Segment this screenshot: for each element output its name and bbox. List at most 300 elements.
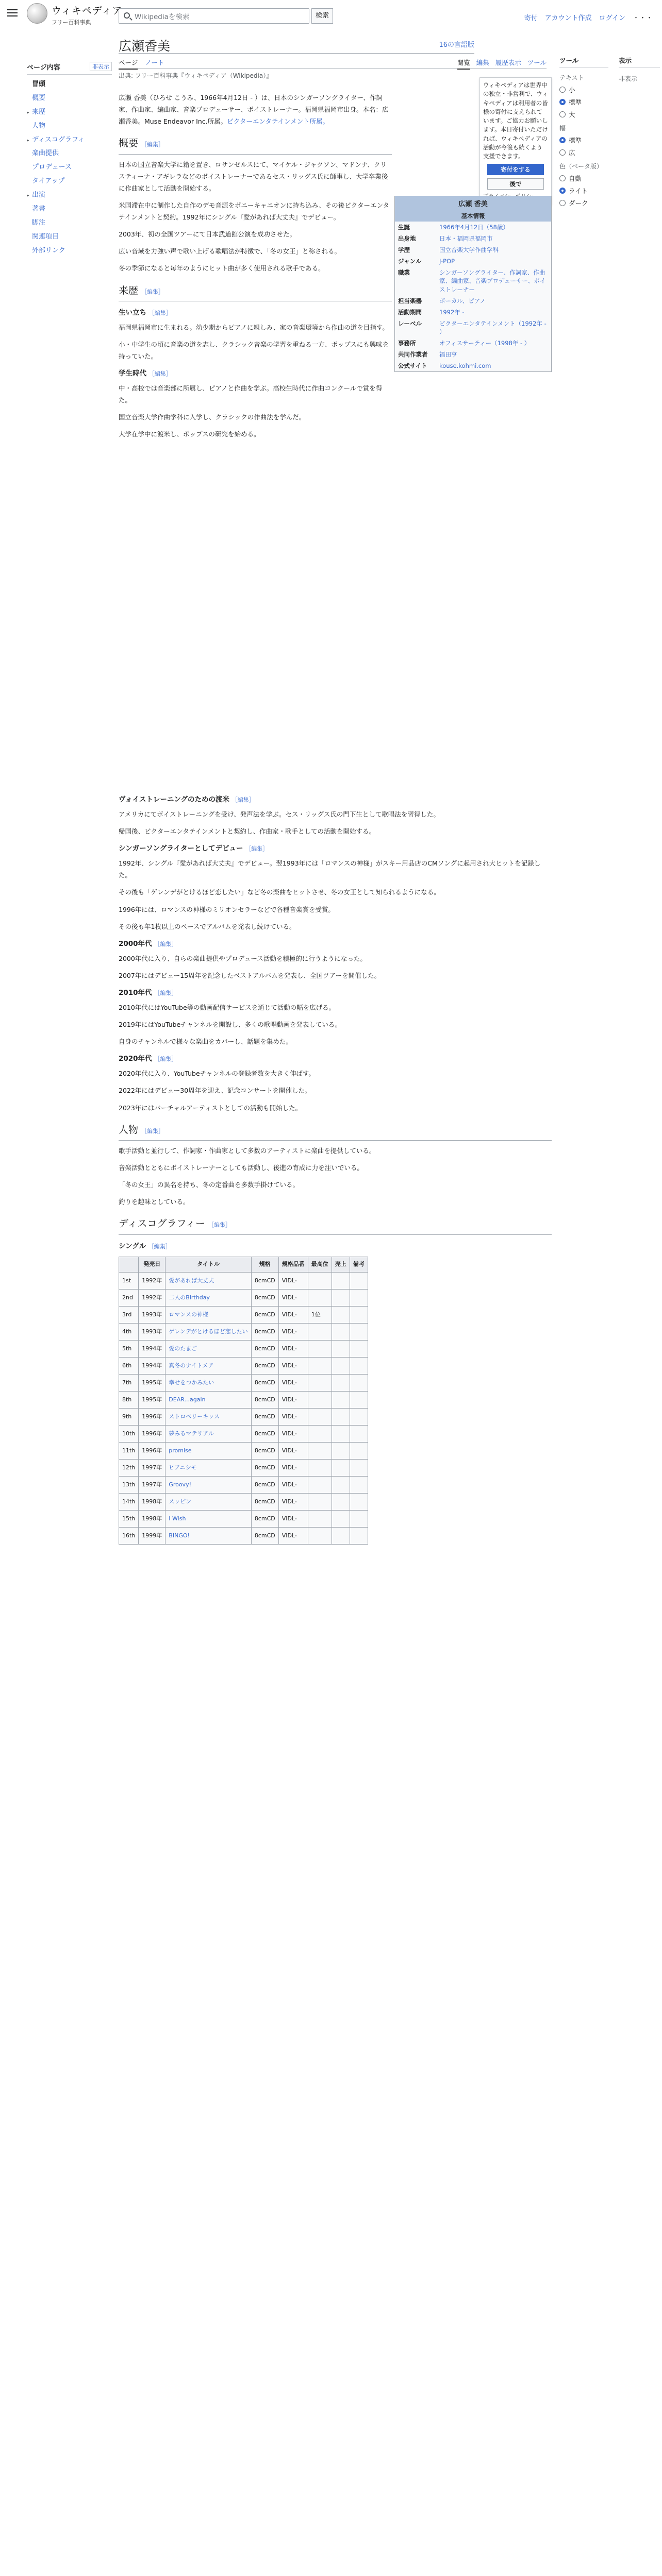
table-cell xyxy=(308,1527,332,1544)
table-cell: 1995年 xyxy=(139,1391,166,1408)
table-cell xyxy=(350,1340,368,1357)
table-cell: 8cmCD xyxy=(251,1425,278,1442)
tab-read[interactable]: 閲覧 xyxy=(457,58,470,70)
search-icon xyxy=(124,12,130,19)
table-cell: VIDL- xyxy=(278,1425,308,1442)
radio-icon xyxy=(559,111,566,117)
paragraph: 釣りを趣味としている。 xyxy=(119,1198,190,1206)
subsection-2020s xyxy=(119,1053,552,1065)
paragraph: 「冬の女王」の異名を持ち、冬の定番曲を多数手掛けている。 xyxy=(119,1181,300,1189)
text-heading: テキスト xyxy=(559,74,584,81)
toc-item[interactable] xyxy=(27,189,112,202)
subsection-title: 生い立ち xyxy=(119,308,146,317)
table-cell: 1994年 xyxy=(139,1340,166,1357)
table-cell: 8th xyxy=(119,1391,139,1408)
infobox-value[interactable]: kouse.kohmi.com xyxy=(439,362,491,370)
table-row xyxy=(119,1408,368,1425)
edit-link[interactable]: ［編集］ xyxy=(141,141,164,148)
radio-icon xyxy=(559,137,566,143)
site-header xyxy=(0,0,662,36)
paragraph: 音楽活動とともにボイストレーナーとしても活動し、後進の育成に力を注いでいる。 xyxy=(119,1163,363,1172)
language-button[interactable]: 16の言語版 xyxy=(439,41,474,49)
table-cell: 8cmCD xyxy=(251,1476,278,1493)
table-cell: VIDL- xyxy=(278,1459,308,1476)
toc-header xyxy=(27,62,112,75)
table-cell[interactable]: 夢みるマテリアル xyxy=(166,1425,252,1442)
table-cell: 1994年 xyxy=(139,1357,166,1374)
table-cell[interactable]: promise xyxy=(166,1442,252,1459)
table-cell: VIDL- xyxy=(278,1442,308,1459)
infobox-row xyxy=(395,267,551,295)
radio-label: 小 xyxy=(569,86,575,94)
table-cell: 3rd xyxy=(119,1306,139,1323)
toc-hide-button[interactable]: 非表示 xyxy=(90,62,112,71)
radio-label: 標準 xyxy=(569,137,582,144)
table-row xyxy=(119,1493,368,1510)
table-cell: VIDL- xyxy=(278,1289,308,1306)
from-wikipedia: 出典: フリー百科事典『ウィキペディア（Wikipedia）』 xyxy=(119,72,273,79)
table-cell: 8cmCD xyxy=(251,1374,278,1391)
table-cell xyxy=(308,1425,332,1442)
paragraph: 帰国後、ビクターエンタテインメントと契約し、作曲家・歌手としての活動を開始する。 xyxy=(119,827,376,836)
infobox-row xyxy=(395,337,551,349)
radio-label: ダーク xyxy=(569,199,588,207)
table-cell[interactable]: ストロベリーキッス xyxy=(166,1408,252,1425)
infobox-section: 基本情報 xyxy=(395,210,551,222)
color-option-dark[interactable] xyxy=(559,197,608,209)
tab-page[interactable]: ページ xyxy=(119,58,138,70)
table-row xyxy=(119,1425,368,1442)
table-cell[interactable]: 真冬のナイトメア xyxy=(166,1357,252,1374)
paragraph: 2022年にはデビュー30周年を迎え、記念コンサートを開催した。 xyxy=(119,1087,311,1095)
subsection-single xyxy=(119,1240,552,1253)
table-cell xyxy=(332,1408,350,1425)
subsection-title: ヴォイストレーニングのための渡米 xyxy=(119,795,230,804)
infobox-row xyxy=(395,222,551,233)
discography-table xyxy=(119,1257,368,1544)
table-cell: 1996年 xyxy=(139,1425,166,1442)
toc-item[interactable] xyxy=(27,133,112,147)
toc-item-label: 楽曲提供 xyxy=(32,149,59,158)
table-row xyxy=(119,1476,368,1493)
table-cell: 8cmCD xyxy=(251,1272,278,1289)
infobox-label: 学歴 xyxy=(398,246,410,254)
toc-item[interactable] xyxy=(27,78,112,92)
lead-paragraph xyxy=(119,92,392,127)
table-cell xyxy=(332,1425,350,1442)
table-cell xyxy=(332,1459,350,1476)
toc-item[interactable] xyxy=(27,92,112,106)
tab-edit[interactable]: 編集 xyxy=(476,59,489,66)
tools-title: ツール xyxy=(559,56,608,67)
more-options-icon[interactable]: ・・・ xyxy=(632,14,653,22)
article-content xyxy=(119,92,392,445)
table-cell: 1992年 xyxy=(139,1289,166,1306)
toc-item-label: ディスコグラフィ xyxy=(32,135,85,144)
subsection-student xyxy=(119,367,392,380)
table-cell: 8cmCD xyxy=(251,1306,278,1323)
table-cell: VIDL- xyxy=(278,1510,308,1527)
tab-talk[interactable]: ノート xyxy=(145,59,164,66)
infobox-row xyxy=(395,318,551,337)
table-cell: 8cmCD xyxy=(251,1493,278,1510)
table-cell xyxy=(350,1425,368,1442)
paragraph: 歌手活動と並行して、作詞家・作曲家として多数のアーティストに楽曲を提供している。 xyxy=(119,1146,376,1155)
toc-item-label: 概要 xyxy=(32,94,46,102)
paragraph: 2019年にはYouTubeチャンネルを開設し、多くの歌唱動画を発表している。 xyxy=(119,1021,341,1029)
notice-text: ウィキペディアは世界中の独立・非営利で、ウィキペディアは利用者の皆様の寄付に支えられています。ご協力お願いします。本日寄付いただければ、ウィキペディアの活動が今後も続くよう支援できます。 xyxy=(483,81,548,160)
subsection-title: シンガーソングライターとしてデビュー xyxy=(119,844,243,853)
logo-text[interactable] xyxy=(52,3,122,26)
edit-link[interactable]: ［編集］ xyxy=(154,940,177,947)
table-cell: 1992年 xyxy=(139,1272,166,1289)
table-cell: VIDL- xyxy=(278,1323,308,1340)
logo-title: ウィキペディア xyxy=(52,5,123,16)
table-cell: 1999年 xyxy=(139,1527,166,1544)
create-account-link[interactable]: アカウント作成 xyxy=(544,14,592,22)
paragraph: 小・中学生の頃に音楽の道を志し、クラシック音楽の学習を重ねる一方、ポップスにも興味を持っていた。 xyxy=(119,340,389,360)
infobox-value[interactable]: 日本・福岡県福岡市 xyxy=(439,235,493,243)
edit-link[interactable]: ［編集］ xyxy=(148,370,172,377)
table-cell[interactable]: I Wish xyxy=(166,1510,252,1527)
table-cell: 8cmCD xyxy=(251,1442,278,1459)
infobox-table xyxy=(395,222,551,371)
table-cell[interactable]: 愛があれば大丈夫 xyxy=(166,1272,252,1289)
radio-icon xyxy=(559,175,566,181)
paragraph: 広い音域を力強い声で歌い上げる歌唱法が特徴で、「冬の女王」と称される。 xyxy=(119,247,341,256)
toc-title: ページ内容 xyxy=(27,64,60,72)
table-header: 規格 xyxy=(251,1257,278,1272)
page-tabs xyxy=(119,56,547,69)
toc-item[interactable] xyxy=(27,147,112,161)
table-cell xyxy=(350,1442,368,1459)
table-row xyxy=(119,1527,368,1544)
table-cell: 9th xyxy=(119,1408,139,1425)
infobox-value[interactable]: 1992年 - xyxy=(439,308,465,316)
subsection-title: 2000年代 xyxy=(119,939,152,948)
paragraph: 2010年代にはYouTube等の動画配信サービスを通じて活動の幅を広げる。 xyxy=(119,1004,336,1011)
table-cell xyxy=(332,1272,350,1289)
table-cell: 1位 xyxy=(308,1306,332,1323)
infobox-label: 事務所 xyxy=(398,340,416,347)
table-row xyxy=(119,1459,368,1476)
infobox-value[interactable]: J-POP xyxy=(439,258,455,265)
paragraph: 2023年にはバーチャルアーティストとしての活動も開始した。 xyxy=(119,1104,302,1112)
later-button[interactable]: 後で xyxy=(487,178,544,190)
table-cell: 4th xyxy=(119,1323,139,1340)
logo-subtitle: フリー百科事典 xyxy=(52,19,91,26)
table-cell xyxy=(332,1510,350,1527)
toc-item-label: 冒頭 xyxy=(32,80,46,88)
table-cell: 8cmCD xyxy=(251,1527,278,1544)
personal-tools xyxy=(524,12,653,22)
table-cell: VIDL- xyxy=(278,1476,308,1493)
table-cell: VIDL- xyxy=(278,1357,308,1374)
table-cell xyxy=(308,1459,332,1476)
toc-item[interactable] xyxy=(27,106,112,120)
color-option-auto[interactable] xyxy=(559,172,608,184)
paragraph: 米国滞在中に制作した自作のデモ音源をポニーキャニオンに持ち込み、その後ビクターエンタテインメントと契約。1992年にシングル『愛があれば大丈夫』でデビュー。 xyxy=(119,201,390,222)
chevron-down-icon[interactable]: ▸ xyxy=(27,110,29,115)
infobox-value[interactable]: 国立音楽大学作曲学科 xyxy=(439,246,499,254)
table-cell: 12th xyxy=(119,1459,139,1476)
infobox-value[interactable]: 1966年4月12日（58歳） xyxy=(439,224,509,231)
subsection-2010s xyxy=(119,987,552,999)
edit-link[interactable]: ［編集］ xyxy=(208,1222,231,1229)
paragraph: 2003年、初の全国ツアーにて日本武道館公演を成功させた。 xyxy=(119,230,296,239)
chevron-down-icon[interactable]: ▸ xyxy=(27,193,29,199)
radio-icon xyxy=(559,87,566,93)
table-cell[interactable]: 愛のたまご xyxy=(166,1340,252,1357)
infobox-label: ジャンル xyxy=(398,258,422,265)
paragraph: 冬の季節になると毎年のようにヒット曲が多く使用される歌手である。 xyxy=(119,264,325,273)
subsection-vocal xyxy=(119,793,552,806)
table-cell xyxy=(332,1391,350,1408)
table-header xyxy=(119,1257,139,1272)
table-cell: 15th xyxy=(119,1510,139,1527)
table-cell: 1st xyxy=(119,1272,139,1289)
edit-link[interactable]: ［編集］ xyxy=(154,990,177,997)
subsection-title: 2020年代 xyxy=(119,1055,152,1063)
subsection-birth xyxy=(119,307,392,319)
tab-tools[interactable]: ツール xyxy=(527,59,547,66)
appearance-title: 表示 xyxy=(619,56,660,67)
paragraph: 日本の国立音楽大学に籍を置き、ロサンゼルスにて、マイケル・ジャクソン、マドンナ、クリスティーナ・アギレラなどのボイストレーナーであるセス・リッグス氏に師事し、大学卒業後に作曲家として活動を開始する。 xyxy=(119,160,388,192)
infobox-value[interactable]: ビクターエンタテインメント（1992年 - ） xyxy=(439,319,547,335)
table-cell[interactable]: Groovy! xyxy=(166,1476,252,1493)
infobox-row xyxy=(395,307,551,318)
table-cell xyxy=(332,1493,350,1510)
subsection-title: 学生時代 xyxy=(119,369,146,378)
infobox-value[interactable]: シンガーソングライター、作詞家、作曲家、編曲家、音楽プロデューサー、ボイストレーナー xyxy=(439,269,546,293)
table-header: 規格品番 xyxy=(278,1257,308,1272)
donate-link[interactable]: 寄付 xyxy=(524,14,538,22)
toc-item-label: 関連項目 xyxy=(32,232,59,241)
toc-item-label: 脚注 xyxy=(32,218,46,227)
infobox-row xyxy=(395,349,551,360)
table-cell: 8cmCD xyxy=(251,1289,278,1306)
toc-item[interactable] xyxy=(27,202,112,216)
table-row xyxy=(119,1289,368,1306)
table-cell xyxy=(308,1493,332,1510)
chevron-down-icon[interactable]: ▸ xyxy=(27,138,29,143)
width-option-wide[interactable] xyxy=(559,146,608,159)
table-row xyxy=(119,1323,368,1340)
infobox-row xyxy=(395,256,551,267)
subsection-title: 2010年代 xyxy=(119,989,152,997)
infobox-label: 担当楽器 xyxy=(398,297,422,304)
radio-label: 標準 xyxy=(569,98,582,106)
table-cell[interactable]: ゲレンデがとけるほど恋したい xyxy=(166,1323,252,1340)
width-option-standard[interactable] xyxy=(559,134,608,146)
hide-appearance[interactable]: 非表示 xyxy=(619,75,638,82)
table-cell: 8cmCD xyxy=(251,1510,278,1527)
table-cell xyxy=(332,1323,350,1340)
donate-button[interactable]: 寄付をする xyxy=(487,164,544,175)
table-cell: VIDL- xyxy=(278,1340,308,1357)
table-cell: 16th xyxy=(119,1527,139,1544)
edit-link[interactable]: ［編集］ xyxy=(231,796,255,803)
edit-link[interactable]: ［編集］ xyxy=(148,309,172,316)
paragraph: その後も「ゲレンデがとけるほど恋したい」など冬の楽曲をヒットさせ、冬の女王として知られるようになる。 xyxy=(119,888,440,896)
table-cell xyxy=(350,1476,368,1493)
width-heading: 幅 xyxy=(559,125,566,132)
table-row xyxy=(119,1340,368,1357)
table-cell xyxy=(350,1527,368,1544)
section-title: ディスコグラフィー xyxy=(119,1218,205,1230)
radio-label: 自動 xyxy=(569,175,582,182)
toc-item[interactable] xyxy=(27,120,112,133)
search-placeholder: Wikipediaを検索 xyxy=(135,13,190,21)
table-cell: 1995年 xyxy=(139,1374,166,1391)
table-cell[interactable]: 二人のBirthday xyxy=(166,1289,252,1306)
table-cell xyxy=(350,1357,368,1374)
page-title: 広瀬香美 xyxy=(119,39,171,54)
table-cell[interactable]: 幸せをつかみたい xyxy=(166,1374,252,1391)
table-cell xyxy=(308,1272,332,1289)
infobox-label: 生誕 xyxy=(398,224,410,231)
edit-link[interactable]: ［編集］ xyxy=(141,288,164,295)
infobox-value[interactable]: オフィスサーティー（1998年 - ） xyxy=(439,340,531,347)
toc-item[interactable] xyxy=(27,161,112,175)
table-cell: 7th xyxy=(119,1374,139,1391)
infobox-value[interactable]: ボーカル、ピアノ xyxy=(439,297,486,304)
table-cell: 8cmCD xyxy=(251,1340,278,1357)
table-row xyxy=(119,1510,368,1527)
table-cell xyxy=(308,1476,332,1493)
color-option-light[interactable] xyxy=(559,184,608,197)
toc-item-label: タイアップ xyxy=(32,177,65,185)
table-cell xyxy=(332,1374,350,1391)
paragraph: 大学在学中に渡米し、ポップスの研究を始める。 xyxy=(119,430,260,438)
table-header: タイトル xyxy=(166,1257,252,1272)
infobox-label: 出身地 xyxy=(398,235,416,243)
table-cell xyxy=(308,1442,332,1459)
wikipedia-logo-icon[interactable] xyxy=(27,3,47,24)
lead-link[interactable]: ビクターエンタテインメント所属。 xyxy=(227,117,329,126)
radio-icon xyxy=(559,200,566,206)
table-cell: 1997年 xyxy=(139,1476,166,1493)
toc-item[interactable] xyxy=(27,230,112,244)
infobox-label: 共同作業者 xyxy=(398,351,428,359)
section-overview xyxy=(119,134,392,154)
donation-notice xyxy=(479,77,552,205)
tab-history[interactable]: 履歴表示 xyxy=(495,59,521,66)
radio-icon xyxy=(559,149,566,156)
table-of-contents xyxy=(27,62,112,258)
menu-icon[interactable] xyxy=(7,9,18,16)
radio-label: 広 xyxy=(569,149,575,157)
infobox-title: 広瀬 香美 xyxy=(395,196,551,210)
infobox-label: 公式サイト xyxy=(398,362,427,370)
table-cell xyxy=(350,1272,368,1289)
table-cell: 1993年 xyxy=(139,1323,166,1340)
search-input[interactable] xyxy=(119,8,309,24)
table-cell: 8cmCD xyxy=(251,1357,278,1374)
paragraph: 2000年代に入り、自らの楽曲提供やプロデュース活動を積極的に行うようになった。 xyxy=(119,954,367,962)
toc-item[interactable] xyxy=(27,216,112,230)
appearance-panel xyxy=(619,56,660,84)
table-cell xyxy=(350,1459,368,1476)
text-option-large[interactable] xyxy=(559,108,608,121)
subsection-2000s xyxy=(119,938,552,951)
paragraph: その後も年1枚以上のペースでアルバムを発表し続けている。 xyxy=(119,922,296,930)
table-cell: 8cmCD xyxy=(251,1391,278,1408)
edit-link[interactable]: ［編集］ xyxy=(154,1056,177,1063)
toc-item-label: プロデュース xyxy=(32,163,72,172)
infobox-label: 活動期間 xyxy=(398,308,422,316)
text-option-standard[interactable] xyxy=(559,96,608,108)
lead-text: 広瀬 香美（ひろせ こうみ、1966年4月12日 - ）は、日本のシンガーソングライター、作詞家、作曲家、編曲家、音楽プロデューサー、ボイストレーナー。福岡県福岡市出身。本名：広瀬香美。Muse Endeavor Inc.所属。 xyxy=(119,94,389,126)
table-cell: 8cmCD xyxy=(251,1323,278,1340)
subsection-title: シングル xyxy=(119,1242,146,1250)
table-cell: 1998年 xyxy=(139,1493,166,1510)
table-cell: VIDL- xyxy=(278,1527,308,1544)
table-cell[interactable]: DEAR...again xyxy=(166,1391,252,1408)
subsection-singer xyxy=(119,842,552,855)
radio-icon xyxy=(559,99,566,105)
table-cell: VIDL- xyxy=(278,1493,308,1510)
radio-label: ライト xyxy=(569,187,588,195)
table-row xyxy=(119,1391,368,1408)
radio-icon xyxy=(559,188,566,194)
section-title: 概要 xyxy=(119,138,139,149)
table-row xyxy=(119,1357,368,1374)
infobox-row xyxy=(395,244,551,256)
table-cell: 1996年 xyxy=(139,1442,166,1459)
table-cell: VIDL- xyxy=(278,1306,308,1323)
paragraph: 1992年、シングル『愛があれば大丈夫』でデビュー。翌1993年には「ロマンスの神様」がスキー用品店のCMソングに起用され大ヒットを記録した。 xyxy=(119,859,541,879)
table-header: 最高位 xyxy=(308,1257,332,1272)
search-button[interactable]: 検索 xyxy=(311,8,333,24)
table-header: 発売日 xyxy=(139,1257,166,1272)
infobox-value[interactable]: 福田亨 xyxy=(439,351,457,359)
toc-item[interactable] xyxy=(27,175,112,189)
table-cell xyxy=(308,1323,332,1340)
login-link[interactable]: ログイン xyxy=(599,14,625,22)
table-cell xyxy=(308,1510,332,1527)
edit-link[interactable]: ［編集］ xyxy=(245,845,269,853)
edit-link[interactable]: ［編集］ xyxy=(141,1127,164,1134)
table-cell: 11th xyxy=(119,1442,139,1459)
section-history xyxy=(119,282,392,301)
table-cell xyxy=(308,1340,332,1357)
paragraph: 中・高校では音楽部に所属し、ピアノと作曲を学ぶ。高校生時代に作曲コンクールで賞を得た。 xyxy=(119,384,383,404)
edit-link[interactable]: ［編集］ xyxy=(148,1243,171,1250)
table-cell[interactable]: ピアニシモ xyxy=(166,1459,252,1476)
table-cell: 10th xyxy=(119,1425,139,1442)
paragraph: 1996年には、ロマンスの神様のミリオンセラーなどで各種音楽賞を受賞。 xyxy=(119,905,335,913)
table-cell xyxy=(332,1289,350,1306)
paragraph: 自身のチャンネルで様々な楽曲をカバーし、話題を集めた。 xyxy=(119,1038,292,1046)
toc-item[interactable] xyxy=(27,244,112,258)
section-title: 人物 xyxy=(119,1124,139,1136)
table-cell xyxy=(332,1340,350,1357)
text-option-small[interactable] xyxy=(559,83,608,96)
infobox xyxy=(394,196,552,372)
table-row xyxy=(119,1306,368,1323)
table-cell[interactable]: BINGO! xyxy=(166,1527,252,1544)
tools-panel xyxy=(559,56,608,209)
table-cell: VIDL- xyxy=(278,1408,308,1425)
table-cell[interactable]: スッピン xyxy=(166,1493,252,1510)
table-cell xyxy=(350,1374,368,1391)
table-cell xyxy=(308,1289,332,1306)
paragraph: 2020年代に入り、YouTubeチャンネルの登録者数を大きく伸ばす。 xyxy=(119,1070,315,1078)
table-cell: 8cmCD xyxy=(251,1459,278,1476)
table-row xyxy=(119,1272,368,1289)
table-cell[interactable]: ロマンスの神様 xyxy=(166,1306,252,1323)
